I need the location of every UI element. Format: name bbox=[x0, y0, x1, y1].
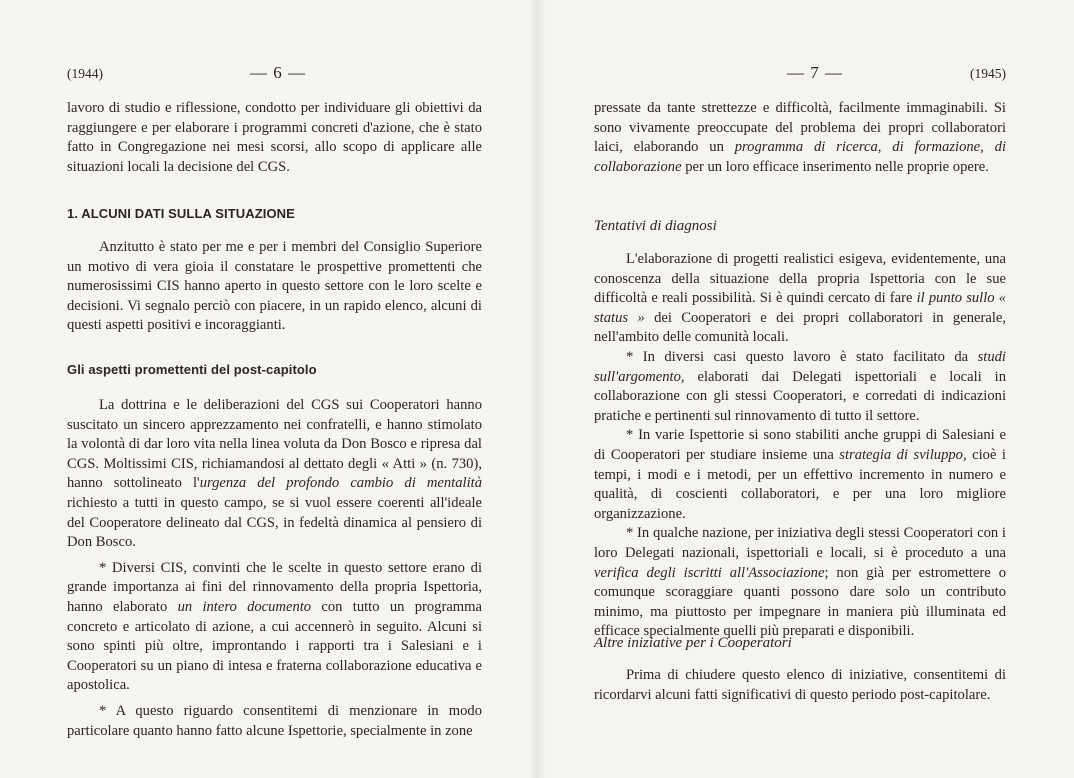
right-page-number: — 7 — bbox=[787, 63, 843, 82]
text-span: per un loro efficace inserimento nelle proprie opere. bbox=[681, 158, 989, 175]
text-span: * In diversi casi questo lavoro è stato facilitato da bbox=[626, 348, 978, 365]
paragraph-intro: lavoro di studio e riflessione, condotto per individuare gli obiettivi da raggiungere e per elaborare i programmi concreti d'azione, che è stato fatto in Congregazione nei mesi scorsi, allo scopo di applicare alle situazioni locali la decisione del CGS. bbox=[67, 100, 482, 175]
subheading-aspetti-promettenti: Gli aspetti promettenti del post-capitolo bbox=[67, 362, 317, 377]
paragraph-qualche-nazione bbox=[594, 524, 1006, 642]
paragraph-anzitutto: Anzitutto è stato per me e per i membri del Consiglio Superiore un motivo di vera gioia il constatare le prospettive promettenti che numerosissimi CIS hanno aperto in questo settore con le loro scelte e decisioni. Vi segnalo perciò con piacere, in un rapido elenco, alcuni di questi aspetti positivi e incoraggianti. bbox=[67, 239, 482, 334]
right-block-2 bbox=[594, 250, 1006, 642]
left-page-number: — 6 — bbox=[250, 63, 306, 82]
text-span: con tutto un programma concreto e articolato di azione, a cui accennerò in seguito. Alcuni si sono spinti più oltre, improntando i rapporti tra i Salesiani e i Cooperatori su un piano di intesa e fraterna collaborazione educativa e apostolica. bbox=[67, 598, 482, 694]
right-year: (1945) bbox=[970, 66, 1006, 81]
text-span: dei Cooperatori e dei propri collaboratori in generale, nell'ambito delle comunità locali. bbox=[594, 309, 1006, 346]
emphasis-text: verifica degli iscritti all'Associazione bbox=[594, 564, 825, 581]
right-block-1 bbox=[594, 99, 1006, 177]
paragraph-elaborazione bbox=[594, 250, 1006, 348]
left-text-column bbox=[67, 99, 482, 177]
right-page bbox=[537, 0, 1074, 778]
book-spine-fold bbox=[528, 0, 546, 778]
text-span: ; non già per estromettere o comunque scoraggiare quanti possono dare solo un contributo minimo, ma piuttosto per impegnare in maniera più illuminata ed efficace specialmente quelli più preparati e disponibili. bbox=[594, 564, 1006, 640]
text-span: L'elaborazione di progetti realistici esigeva, evidentemente, una conoscenza della situazione della propria Ispettoria con le sue difficoltà e reali possibilità. Si è quindi cercato di fare bbox=[594, 251, 1006, 307]
left-block-3 bbox=[67, 396, 482, 741]
text-span: cioè i tempi, i modi e i metodi, per un effettivo incremento in numero e qualità, di coscienti collaboratori, e per una loro migliore organizzazione. bbox=[594, 446, 1006, 522]
text-span: * In varie Ispettorie si sono stabiliti anche gruppi di Salesiani e di Cooperatori per studiare insieme una bbox=[594, 427, 1006, 463]
paragraph-prima-di-chiudere: Prima di chiudere questo elenco di iniziative, consentitemi di ricordarvi alcuni fatti significativi di questo periodo post-capitolare. bbox=[594, 667, 1006, 703]
subheading-altre-iniziative: Altre iniziative per i Cooperatori bbox=[594, 635, 792, 651]
paragraph-dottrina bbox=[67, 396, 482, 553]
emphasis-text: urgenza del profondo cambio di mentalità bbox=[199, 475, 482, 492]
emphasis-text: il punto sullo « status » bbox=[594, 290, 1006, 326]
subheading-tentativi-di-diagnosi: Tentativi di diagnosi bbox=[594, 218, 717, 234]
emphasis-text: studi sull'argomento, bbox=[594, 348, 1006, 385]
text-span: * Diversi CIS, convinti che le scelte in questo settore erano di grande importanza ai fini del rinnovamento della propria Ispettoria, hanno elaborato bbox=[67, 559, 482, 615]
emphasis-text: programma di ricerca, di formazione, di collaborazione bbox=[594, 139, 1007, 175]
right-block-3 bbox=[594, 666, 1006, 705]
text-span: * In qualche nazione, per iniziativa degli stessi Cooperatori con i loro Delegati nazionali, ispettoriali e locali, si è proceduto a una bbox=[594, 525, 1006, 561]
paragraph-diversi-casi bbox=[594, 348, 1006, 426]
left-block-2 bbox=[67, 238, 482, 336]
text-span: elaborati dai Delegati ispettoriali e locali in collaborazione con gli stessi Cooperatori, e corredati di indicazioni pratiche e pertinenti sul rinnovamento di tutto il settore. bbox=[594, 368, 1006, 424]
text-span: richiesto a tutti in questo campo, se si vuol essere coerenti all'ideale del Cooperatore delineato dal CGS, in fedeltà dinamica al pensiero di Don Bosco. bbox=[67, 494, 482, 551]
paragraph-diversi-cis bbox=[67, 559, 482, 696]
paragraph-pressate bbox=[594, 99, 1006, 177]
text-span: La dottrina e le deliberazioni del CGS sui Cooperatori hanno suscitato un sincero apprezzamento nei confratelli, e hanno stimolato la volontà di dar loro vita nella linea voluta da Don Bosco e ripresa dal CGS. Moltissimi CIS, richiamandosi al dettato degli « Atti » (n. 730), hanno sottolineato l' bbox=[67, 397, 482, 492]
emphasis-text: un intero documento bbox=[177, 598, 312, 615]
paragraph-a-questo-riguardo: * A questo riguardo consentitemi di menzionare in modo particolare quanto hanno fatto alcune Ispettorie, specialmente in zone bbox=[67, 702, 482, 739]
paragraph-varie-ispettorie bbox=[594, 426, 1006, 524]
section-heading-alcuni-dati: 1. ALCUNI DATI SULLA SITUAZIONE bbox=[67, 206, 295, 221]
text-span: pressate da tante strettezze e difficoltà, facilmente immaginabili. Si sono vivamente preoccupate del problema dei propri collaboratori laici, elaborando un bbox=[594, 100, 1006, 156]
left-year: (1944) bbox=[67, 66, 103, 81]
emphasis-text: strategia di sviluppo, bbox=[839, 446, 967, 463]
